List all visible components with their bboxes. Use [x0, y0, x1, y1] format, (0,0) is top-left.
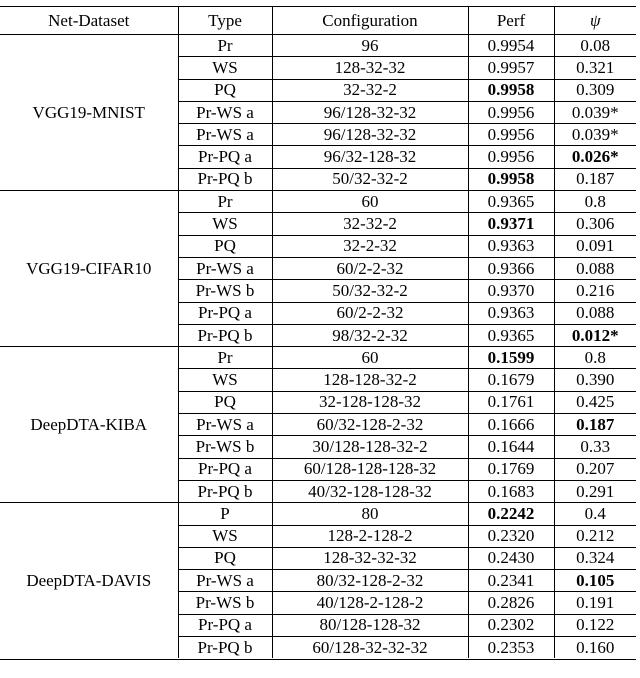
configuration-cell: 40/128-2-128-2: [272, 592, 468, 614]
type-cell: PQ: [178, 391, 272, 413]
group-name-cell: DeepDTA-DAVIS: [0, 503, 178, 659]
psi-cell: 0.039*: [554, 101, 636, 123]
type-cell: PQ: [178, 235, 272, 257]
psi-cell: 0.212: [554, 525, 636, 547]
type-cell: WS: [178, 57, 272, 79]
configuration-cell: 96/128-32-32: [272, 101, 468, 123]
group-name-cell: VGG19-MNIST: [0, 35, 178, 191]
psi-cell: 0.122: [554, 614, 636, 636]
configuration-cell: 128-32-32: [272, 57, 468, 79]
header-row: [0, 7, 636, 35]
type-cell: WS: [178, 369, 272, 391]
configuration-cell: 40/32-128-128-32: [272, 480, 468, 502]
perf-cell: 0.1761: [468, 391, 554, 413]
type-cell: Pr-PQ a: [178, 458, 272, 480]
psi-cell: 0.105: [554, 570, 636, 592]
perf-cell: 0.9956: [468, 146, 554, 168]
psi-cell: 0.08: [554, 35, 636, 57]
perf-cell: 0.1683: [468, 480, 554, 502]
type-cell: PQ: [178, 547, 272, 569]
perf-cell: 0.2242: [468, 503, 554, 525]
configuration-cell: 96: [272, 35, 468, 57]
type-cell: Pr-WS a: [178, 570, 272, 592]
header-psi: ψ: [554, 7, 636, 35]
perf-cell: 0.2320: [468, 525, 554, 547]
psi-cell: 0.8: [554, 347, 636, 369]
perf-cell: 0.1679: [468, 369, 554, 391]
type-cell: Pr-PQ b: [178, 637, 272, 659]
psi-cell: 0.8: [554, 191, 636, 213]
psi-cell: 0.207: [554, 458, 636, 480]
type-cell: Pr: [178, 191, 272, 213]
psi-cell: 0.088: [554, 302, 636, 324]
perf-cell: 0.1769: [468, 458, 554, 480]
type-cell: Pr: [178, 35, 272, 57]
configuration-cell: 32-2-32: [272, 235, 468, 257]
type-cell: Pr-WS a: [178, 414, 272, 436]
perf-cell: 0.1599: [468, 347, 554, 369]
configuration-cell: 50/32-32-2: [272, 168, 468, 190]
table-row: [0, 191, 636, 213]
perf-cell: 0.9365: [468, 324, 554, 346]
type-cell: Pr-WS a: [178, 257, 272, 279]
psi-cell: 0.4: [554, 503, 636, 525]
perf-cell: 0.9366: [468, 257, 554, 279]
psi-cell: 0.187: [554, 168, 636, 190]
configuration-cell: 60: [272, 347, 468, 369]
psi-cell: 0.309: [554, 79, 636, 101]
perf-cell: 0.9954: [468, 35, 554, 57]
header-type: Type: [178, 7, 272, 35]
configuration-cell: 80/32-128-2-32: [272, 570, 468, 592]
type-cell: Pr-PQ a: [178, 302, 272, 324]
type-cell: Pr-WS a: [178, 101, 272, 123]
psi-cell: 0.321: [554, 57, 636, 79]
table-row: [0, 347, 636, 369]
header-net-dataset: Net-Dataset: [0, 7, 178, 35]
table-bottom-rule: [0, 659, 636, 660]
type-cell: Pr-WS b: [178, 592, 272, 614]
perf-cell: 0.9365: [468, 191, 554, 213]
psi-cell: 0.026*: [554, 146, 636, 168]
configuration-cell: 60/128-128-128-32: [272, 458, 468, 480]
psi-cell: 0.012*: [554, 324, 636, 346]
configuration-cell: 60: [272, 191, 468, 213]
perf-cell: 0.9957: [468, 57, 554, 79]
psi-cell: 0.160: [554, 637, 636, 659]
configuration-cell: 80: [272, 503, 468, 525]
type-cell: Pr-PQ b: [178, 480, 272, 502]
psi-cell: 0.091: [554, 235, 636, 257]
psi-cell: 0.039*: [554, 124, 636, 146]
table-body: [0, 35, 636, 659]
configuration-cell: 96/128-32-32: [272, 124, 468, 146]
perf-cell: 0.9371: [468, 213, 554, 235]
psi-cell: 0.390: [554, 369, 636, 391]
configuration-cell: 60/128-32-32-32: [272, 637, 468, 659]
perf-cell: 0.2302: [468, 614, 554, 636]
perf-cell: 0.9958: [468, 79, 554, 101]
perf-cell: 0.2430: [468, 547, 554, 569]
type-cell: WS: [178, 213, 272, 235]
table-row: [0, 35, 636, 57]
perf-cell: 0.1666: [468, 414, 554, 436]
perf-cell: 0.9958: [468, 168, 554, 190]
configuration-cell: 80/128-128-32: [272, 614, 468, 636]
type-cell: Pr-PQ a: [178, 614, 272, 636]
header-perf: Perf: [468, 7, 554, 35]
table-row: [0, 503, 636, 525]
configuration-cell: 128-2-128-2: [272, 525, 468, 547]
type-cell: Pr-PQ b: [178, 168, 272, 190]
type-cell: PQ: [178, 79, 272, 101]
configuration-cell: 128-128-32-2: [272, 369, 468, 391]
configuration-cell: 50/32-32-2: [272, 280, 468, 302]
configuration-cell: 32-32-2: [272, 79, 468, 101]
psi-cell: 0.088: [554, 257, 636, 279]
group-name-cell: DeepDTA-KIBA: [0, 347, 178, 503]
header-configuration: Configuration: [272, 7, 468, 35]
configuration-cell: 98/32-2-32: [272, 324, 468, 346]
psi-cell: 0.324: [554, 547, 636, 569]
type-cell: Pr-PQ b: [178, 324, 272, 346]
results-table: [0, 6, 636, 658]
type-cell: Pr-WS b: [178, 280, 272, 302]
psi-cell: 0.291: [554, 480, 636, 502]
type-cell: P: [178, 503, 272, 525]
type-cell: WS: [178, 525, 272, 547]
type-cell: Pr-PQ a: [178, 146, 272, 168]
perf-cell: 0.9956: [468, 124, 554, 146]
perf-cell: 0.9370: [468, 280, 554, 302]
configuration-cell: 32-128-128-32: [272, 391, 468, 413]
group-name-cell: VGG19-CIFAR10: [0, 191, 178, 347]
configuration-cell: 96/32-128-32: [272, 146, 468, 168]
configuration-cell: 60/32-128-2-32: [272, 414, 468, 436]
type-cell: Pr-WS a: [178, 124, 272, 146]
configuration-cell: 128-32-32-32: [272, 547, 468, 569]
configuration-cell: 60/2-2-32: [272, 302, 468, 324]
perf-cell: 0.1644: [468, 436, 554, 458]
psi-cell: 0.191: [554, 592, 636, 614]
type-cell: Pr-WS b: [178, 436, 272, 458]
perf-cell: 0.2341: [468, 570, 554, 592]
psi-cell: 0.216: [554, 280, 636, 302]
psi-cell: 0.306: [554, 213, 636, 235]
psi-cell: 0.187: [554, 414, 636, 436]
type-cell: Pr: [178, 347, 272, 369]
configuration-cell: 60/2-2-32: [272, 257, 468, 279]
configuration-cell: 32-32-2: [272, 213, 468, 235]
perf-cell: 0.9363: [468, 235, 554, 257]
perf-cell: 0.9956: [468, 101, 554, 123]
perf-cell: 0.2826: [468, 592, 554, 614]
perf-cell: 0.2353: [468, 637, 554, 659]
perf-cell: 0.9363: [468, 302, 554, 324]
psi-cell: 0.33: [554, 436, 636, 458]
psi-cell: 0.425: [554, 391, 636, 413]
configuration-cell: 30/128-128-32-2: [272, 436, 468, 458]
